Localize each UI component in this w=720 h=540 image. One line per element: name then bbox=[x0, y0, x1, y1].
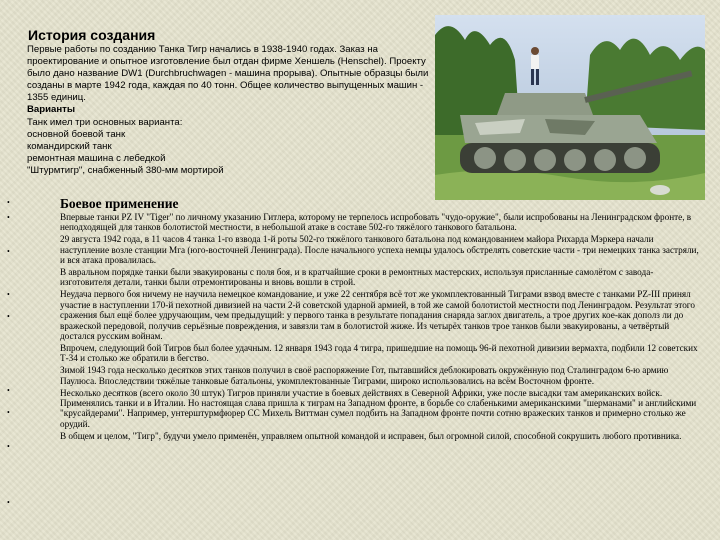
list-item: Зимой 1943 года несколько десятков этих танков получил в своё распоряжение Гот, пытавшийся деблокировать окружённую под Сталинградом 6-ю армию Паулюса. Впоследствии тяжёлые танковые батальоны, укомплектованные Тиграми, широко использовались на всём Восточном фронте. bbox=[60, 365, 669, 386]
bullet-marker: • bbox=[7, 213, 10, 222]
bullet-marker: • bbox=[7, 408, 10, 417]
list-item: В авральном порядке танки были эвакуированы с поля боя, и в кратчайшие сроки в ремонтных мастерских, используя присланные самолётом с завода-изготовителя детали, танки были отремонтированы и вновь вошли в строй. bbox=[60, 267, 654, 288]
tank-icon bbox=[435, 15, 705, 200]
history-text bbox=[27, 44, 439, 177]
tiger-tank-photo bbox=[435, 15, 705, 200]
variant-line: Танк имел три основных варианта: bbox=[27, 116, 183, 128]
variants-heading: Варианты bbox=[27, 104, 76, 116]
bullet-marker: • bbox=[7, 247, 10, 256]
variant-line: основной боевой танк bbox=[27, 128, 126, 140]
list-item: Впрочем, следующий бой Тигров был более удачным. 12 января 1943 года 4 тигра, пришедшие на помощь 96-й пехотной дивизии вермахта, подбили 12 советских Т-34 и столько же обратили в бегство. bbox=[60, 342, 698, 364]
list-item: Неудача первого боя ничему не научила немецкое командование, и уже 22 сентября всё тот же укомплектованный Тиграми взвод вместе с танками PZ-III принял участие в наступлении 170-й пехотной дивизией на части 2-й советской ударной армией, в той же самой болотистой местности под Ленинградом. Результат этого сражения был ещё более удручающим, чем предыдущий: у первого танка в результате попадания снаряда заглох двигатель, а трое других кое-как дополз ли до вражеской передовой, получив серьёзные повреждения, и завязли там в болотистой жиже. Из четырёх танков трое танков были эвакуированы, а четвёртый достался русским войнам. bbox=[60, 289, 695, 341]
bullet-marker: • bbox=[7, 442, 10, 451]
combat-title: Боевое применение bbox=[60, 196, 179, 211]
history-title: История создания bbox=[28, 27, 156, 43]
list-item: 29 августа 1942 года, в 11 часов 4 танка 1-го взвода 1-й роты 502-го тяжёлого танкового батальона под командованием майора Рихарда Мэркера начали наступление возле станции Мга (юго-восточней Ленинграда). После начального успеха немцы удалось обстрелять советские части - три немецких танка застряли, и вся атака провалилась. bbox=[60, 234, 699, 266]
bullet-marker: • bbox=[7, 198, 10, 207]
variant-line: ремонтная машина с лебедкой bbox=[27, 152, 166, 164]
history-intro: Первые работы по созданию Танка Тигр начались в 1938-1940 годах. Заказ на проектирование и опытное изготовление был отдан фирме Хеншель (Henschel). Проекту было дано название DW1 (Durchbruchwagen - машина прорыва). Опытные образцы были созданы в марте 1942 года, каждая по 40 тонн. Общее количество выпущенных машин - 1355 единиц. bbox=[27, 44, 429, 104]
bullet-marker: • bbox=[7, 386, 10, 395]
combat-list bbox=[60, 212, 700, 443]
list-item: Несколько десятков (всего около 30 штук) Тигров приняли участие в боевых действиях в Северной Африки, уже после высадки там американских войск. Применялись танки и в Италии. Но настоящая слава пришла к тиграм на Западном фронте, в борьбе со слабенькими американскими "шерманами" и английскими "крусайдерами". Например, унтерштурмфюрер СС Михель Виттман сумел подбить на Западном фронте почти сотню вражеских танков и примерно столько же орудий. bbox=[60, 387, 697, 429]
variant-line: "Штурмтигр", снабженный 380-мм мортирой bbox=[27, 164, 224, 176]
bullet-marker: • bbox=[7, 498, 10, 507]
list-item: Впервые танки PZ IV "Tiger" по личному указанию Гитлера, которому не терпелось испробовать "чудо-оружие", были испробованы на Ленинградском фронте, в неподходящей для танков болотистой местности, в небольшой атаке в составе 502-го тяжёлого танкового батальона. bbox=[60, 212, 692, 233]
list-item: В общем и целом, "Тигр", будучи умело применён, управляем опытной командой и исправен, был огромной силой, способной сокрушить любого противника. bbox=[60, 430, 682, 441]
variant-line: командирский танк bbox=[27, 140, 112, 152]
bullet-marker: • bbox=[7, 312, 10, 321]
bullet-marker: • bbox=[7, 290, 10, 299]
